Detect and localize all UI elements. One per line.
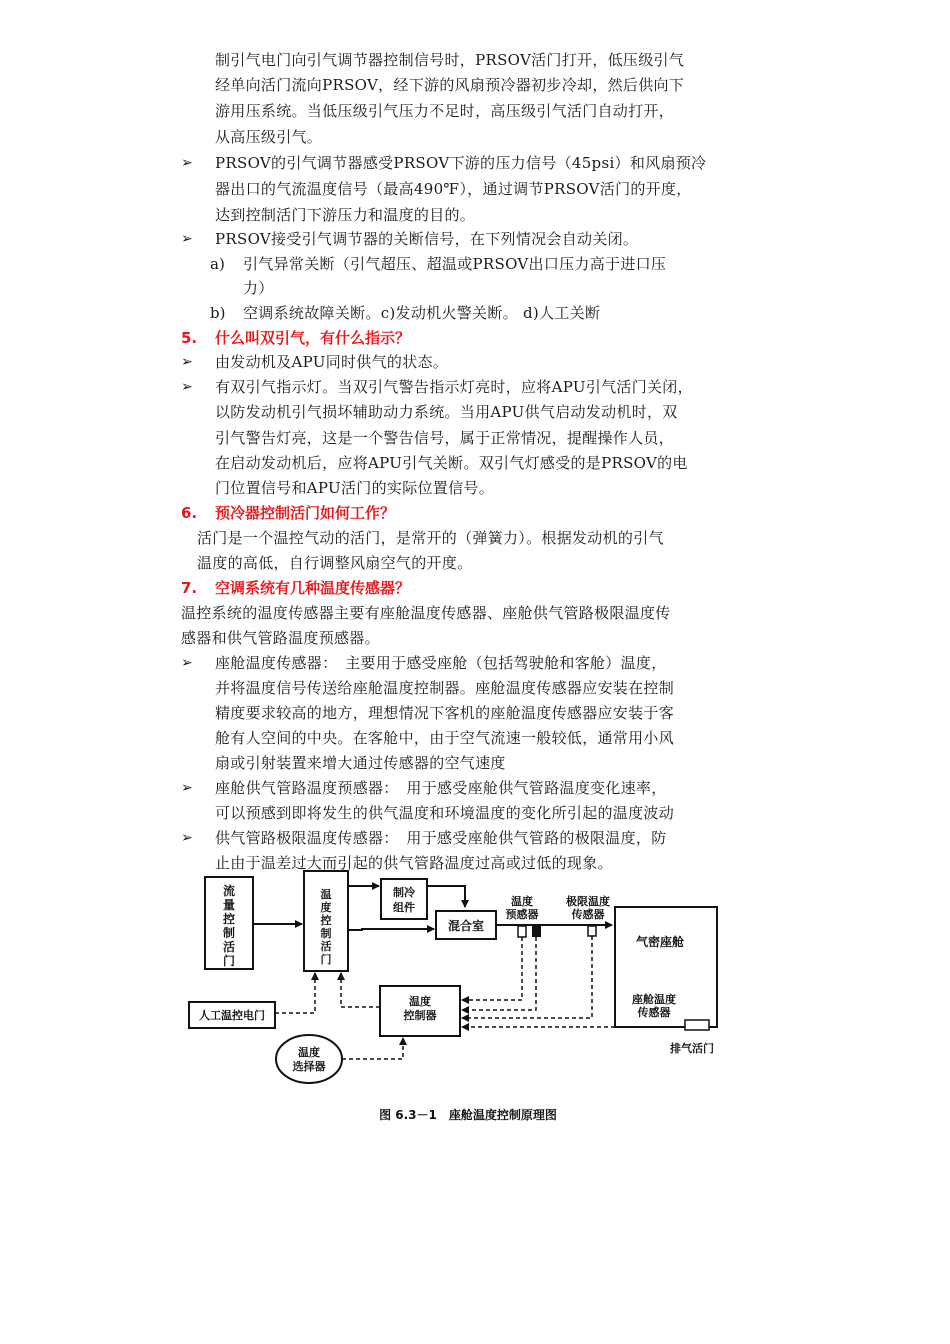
temp-valve-label: 度	[320, 901, 332, 914]
mixing-chamber-label: 混合室	[447, 919, 485, 933]
bullet-text: 座舱供气管路温度预感器： 用于感受座舱供气管路温度变化速率，	[215, 779, 667, 797]
temp-valve-label: 制	[320, 927, 332, 940]
intro-line: 游用压系统。当低压级引气压力不足时，高压级引气活门自动打开，	[215, 102, 675, 120]
pre-sensor-label: 温度	[511, 895, 533, 908]
bullet-text: 座舱温度传感器： 主要用于感受座舱（包括驾驶舱和客舱）温度，	[215, 654, 667, 672]
arrow-bullet-icon: ➢	[181, 354, 193, 370]
arrow-bullet-icon: ➢	[181, 780, 193, 796]
paragraph-line: 感器和供气管路温度预感器。	[181, 629, 380, 647]
flow-arrow	[427, 886, 465, 907]
signal-line	[462, 937, 522, 1000]
figure-caption: 图 6.3－1 座舱温度控制原理图	[379, 1108, 557, 1122]
paragraph-line: 温度的高低，自行调整风扇空气的开度。	[197, 554, 473, 572]
bullet-text: 在启动发动机后，应将APU引气关断。双引气灯感受的是PRSOV的电	[215, 454, 688, 472]
sub-text: 引气异常关断（引气超压、超温或PRSOV出口压力高于进口压	[243, 255, 667, 273]
signal-line	[341, 973, 380, 1007]
signal-line	[275, 973, 315, 1013]
flow-valve-label: 量	[222, 898, 236, 912]
cooling-pack-label: 制冷	[393, 886, 415, 899]
sub-marker: b)	[210, 304, 226, 322]
bullet-text: 供气管路极限温度传感器： 用于感受座舱供气管路的极限温度，防	[215, 829, 667, 847]
flow-arrow	[348, 929, 434, 930]
exhaust-valve-icon	[685, 1020, 709, 1030]
bullet-text: 引气警告灯亮，这是一个警告信号，属于正常情况，提醒操作人员，	[215, 429, 675, 447]
temp-valve-label: 门	[320, 953, 332, 966]
paragraph-line: 温控系统的温度传感器主要有座舱温度传感器、座舱供气管路极限温度传	[181, 604, 671, 622]
selector-label: 选择器	[292, 1060, 326, 1073]
bullet-text: 扇或引射装置来增大通过传感器的空气速度	[215, 754, 506, 772]
heading-title: 预冷器控制活门如何工作？	[215, 504, 396, 522]
temp-selector-circle	[276, 1035, 342, 1083]
exhaust-valve-label: 排气活门	[670, 1042, 714, 1055]
bullet-text: 有双引气指示灯。当双引气警告指示灯亮时，应将APU引气活门关闭，	[215, 378, 693, 396]
arrow-bullet-icon: ➢	[181, 231, 193, 247]
bullet-text: 达到控制活门下游压力和温度的目的。	[215, 206, 476, 224]
bullet-text: 止由于温差过大而引起的供气管路温度过高或过低的现象。	[215, 854, 613, 872]
pre-sensor-icon	[532, 926, 541, 937]
cabin-sensor-label: 座舱温度	[632, 993, 676, 1006]
cabin-label: 气密座舱	[635, 935, 685, 949]
intro-line: 制引气电门向引气调节器控制信号时，PRSOV活门打开，低压级引气	[215, 51, 685, 69]
limit-sensor-label: 传感器	[571, 908, 605, 921]
intro-line: 经单向活门流向PRSOV，经下游的风扇预冷器初步冷却，然后供向下	[215, 76, 685, 94]
flow-valve-label: 门	[222, 954, 236, 968]
heading-number: 5.	[181, 329, 198, 347]
pre-sensor-label: 预感器	[505, 908, 539, 921]
heading-title: 空调系统有几种温度传感器？	[215, 579, 411, 597]
bullet-text: 并将温度信号传送给座舱温度控制器。座舱温度传感器应安装在控制	[215, 679, 675, 697]
signal-line	[462, 937, 536, 1010]
flow-valve-label: 制	[222, 926, 236, 940]
controller-label: 温度	[409, 995, 431, 1008]
controller-label: 控制器	[403, 1009, 437, 1022]
selector-label: 温度	[298, 1046, 320, 1059]
paragraph-line: 活门是一个温控气动的活门，是常开的（弹簧力）。根据发动机的引气	[197, 529, 664, 547]
sub-marker: a)	[210, 255, 225, 273]
arrow-bullet-icon: ➢	[181, 655, 193, 671]
bullet-text: PRSOV的引气调节器感受PRSOV下游的压力信号（45psi）和风扇预冷	[215, 154, 707, 172]
bullet-text: 器出口的气流温度信号（最高490℉），通过调节PRSOV活门的开度，	[215, 180, 692, 198]
heading-number: 6.	[181, 504, 198, 522]
heading-title: 什么叫双引气，有什么指示？	[215, 329, 411, 347]
temp-valve-label: 温	[320, 888, 332, 901]
arrow-bullet-icon: ➢	[181, 379, 193, 395]
sub-text: 力）	[243, 279, 274, 297]
limit-sensor-label: 极限温度	[566, 895, 610, 908]
flow-valve-label: 流	[222, 884, 236, 898]
cooling-pack-label: 组件	[393, 901, 415, 914]
bullet-text: 可以预感到即将发生的供气温度和环境温度的变化所引起的温度波动	[215, 804, 675, 822]
signal-line	[342, 1038, 403, 1059]
bullet-text: 舱有人空间的中央。在客舱中，由于空气流速一般较低，通常用小风	[215, 729, 675, 747]
bullet-text: 由发动机及APU同时供气的状态。	[215, 353, 449, 371]
flow-valve-label: 活	[222, 940, 236, 954]
signal-line	[462, 936, 592, 1018]
bullet-text: 门位置信号和APU活门的实际位置信号。	[215, 479, 495, 497]
heading-number: 7.	[181, 579, 198, 597]
sub-text: 空调系统故障关断。c)发动机火警关断。 d)人工关断	[243, 304, 601, 322]
cabin-sensor-label: 传感器	[637, 1006, 671, 1019]
bullet-text: 精度要求较高的地方，理想情况下客机的座舱温度传感器应安装于客	[215, 704, 675, 722]
manual-switch-label: 人工温控电门	[199, 1009, 265, 1022]
temp-valve-label: 控	[320, 914, 332, 927]
bullet-text: 以防发动机引气损坏辅助动力系统。当用APU供气启动发动机时，双	[215, 403, 678, 421]
arrow-bullet-icon: ➢	[181, 830, 193, 846]
flow-valve-label: 控	[222, 912, 236, 926]
bullet-text: PRSOV接受引气调节器的关断信号，在下列情况会自动关闭。	[215, 230, 639, 248]
intro-line: 从高压级引气。	[215, 128, 323, 146]
pre-sensor-icon	[518, 926, 526, 937]
limit-sensor-icon	[588, 926, 596, 936]
temp-valve-label: 活	[320, 940, 332, 953]
arrow-bullet-icon: ➢	[181, 155, 193, 171]
